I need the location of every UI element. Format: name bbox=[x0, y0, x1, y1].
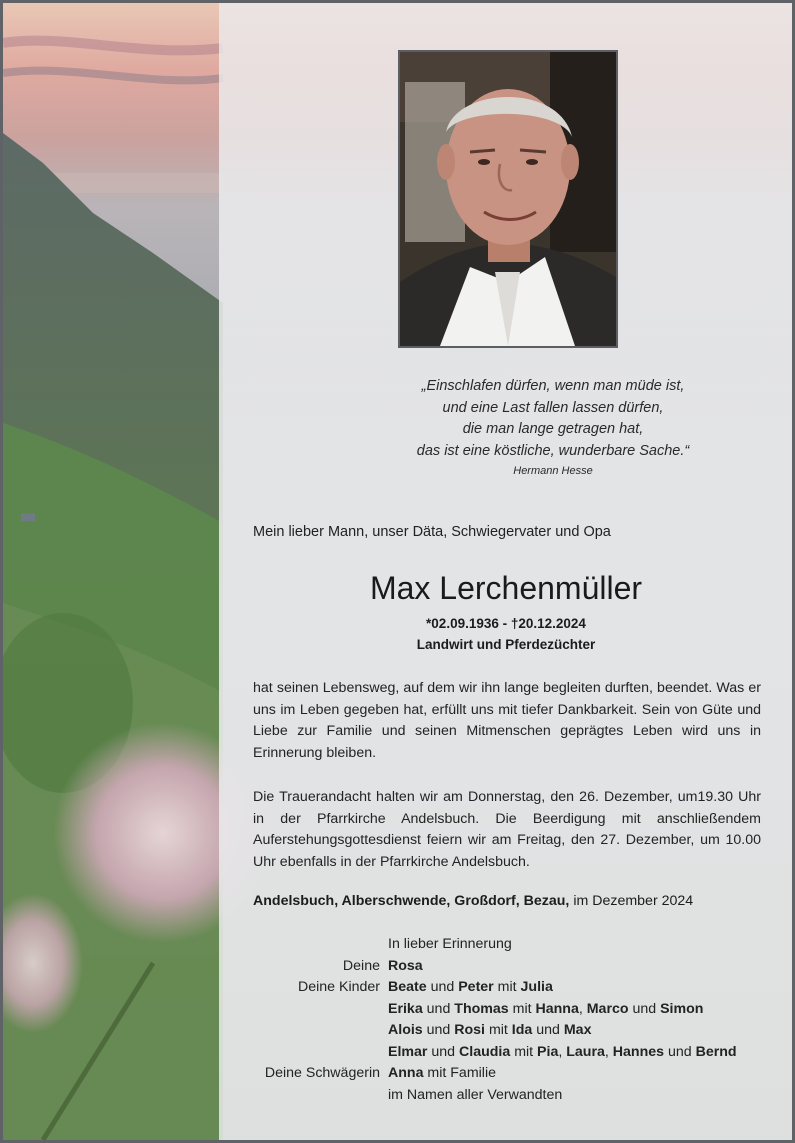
funeral-details-paragraph: Die Trauerandacht halten wir am Donnerstag, den 26. Dezember, um19.30 Uhr in der Pfarrkirche Andelsbuch. Die Beerdigung mit anschließendem Auferstehungsgottesdienst feiern wir am Freitag, den 27. Dezember, um 10.00 Uhr ebenfalls in der Pfarrkirche Andelsbuch. bbox=[253, 789, 761, 870]
survivor-name: Julia bbox=[520, 979, 553, 995]
survivor-name: Thomas bbox=[454, 1000, 509, 1017]
portrait-image bbox=[400, 52, 616, 346]
occupation: Landwirt und Pferdezüchter bbox=[416, 637, 596, 652]
places-date: im Dezember 2024 bbox=[569, 893, 694, 909]
survivor-names bbox=[388, 1063, 496, 1085]
life-paragraph: hat seinen Lebensweg, auf dem wir ihn lange begleiten durften, beendet. Was er uns im Leben gegeben hat, erfüllt uns mit tiefer Dankbarkeit. Sein von Güte und Liebe zur Familie und seinen Mitmenschen geprägtes Leben wird uns in Erinnerung bleiben. bbox=[253, 680, 761, 761]
survivor-relation-label bbox=[223, 1042, 388, 1064]
survivor-names bbox=[388, 977, 553, 999]
survivor-relation-label bbox=[223, 934, 388, 956]
survivor-connector: mit bbox=[508, 1000, 536, 1017]
survivor-connector: und bbox=[427, 1043, 459, 1060]
survivor-connector: und bbox=[422, 1022, 455, 1038]
survivor-name: Ida bbox=[511, 1022, 533, 1038]
survivor-row bbox=[223, 977, 783, 999]
survivor-name: Rosa bbox=[388, 957, 423, 974]
survivor-relation-label: Deine Kinder bbox=[297, 979, 380, 995]
survivor-row bbox=[223, 999, 783, 1021]
survivor-relation-label: Deine bbox=[342, 957, 380, 974]
survivor-names bbox=[388, 956, 423, 978]
survivor-names bbox=[388, 999, 703, 1021]
survivor-name: Hannes bbox=[612, 1043, 665, 1060]
survivor-connector: im Namen aller Verwandten bbox=[388, 1086, 563, 1103]
survivor-connector: und bbox=[532, 1022, 564, 1038]
survivor-connector: , bbox=[558, 1043, 567, 1060]
survivor-relation-label bbox=[223, 1020, 388, 1042]
survivor-name: Marco bbox=[586, 1000, 629, 1017]
survivor-names bbox=[388, 1020, 591, 1042]
survivor-row bbox=[223, 934, 783, 956]
survivor-connector: und bbox=[628, 1000, 661, 1017]
survivor-relation-label bbox=[223, 1085, 388, 1107]
survivor-connector: mit Familie bbox=[423, 1065, 496, 1081]
survivor-row bbox=[223, 956, 783, 978]
survivor-name: Rosi bbox=[454, 1022, 485, 1038]
survivor-name: Anna bbox=[388, 1065, 424, 1081]
survivor-name: Bernd bbox=[695, 1043, 737, 1060]
survivor-connector: mit bbox=[485, 1022, 512, 1038]
survivor-name: Erika bbox=[388, 1000, 423, 1017]
quote-line: das ist eine köstliche, wunderbare Sache.“ bbox=[416, 442, 690, 459]
quote-line: und eine Last fallen lassen dürfen, bbox=[442, 399, 664, 416]
survivor-names bbox=[388, 1085, 562, 1107]
quote-author: Hermann Hesse bbox=[513, 465, 593, 477]
survivor-name: Laura bbox=[566, 1043, 605, 1060]
survivor-name: Simon bbox=[660, 1000, 704, 1017]
places-and-date bbox=[253, 893, 693, 909]
survivor-row bbox=[223, 1063, 783, 1085]
survivor-relation-label bbox=[223, 999, 388, 1021]
survivor-connector: In lieber Erinnerung bbox=[388, 936, 512, 952]
survivor-relation-label: Deine Schwägerin bbox=[264, 1065, 380, 1081]
portrait-photo bbox=[398, 50, 618, 348]
survivor-connector: mit bbox=[510, 1043, 538, 1060]
survivor-name: Elmar bbox=[388, 1043, 428, 1060]
survivor-connector: und bbox=[664, 1043, 696, 1060]
survivors-list bbox=[223, 934, 783, 1106]
survivor-row bbox=[223, 1042, 783, 1064]
survivor-names bbox=[388, 1042, 737, 1064]
survivor-name: Hanna bbox=[535, 1000, 579, 1017]
life-dates: *02.09.1936 - †20.12.2024 bbox=[426, 616, 586, 631]
quote-line: „Einschlafen dürfen, wenn man müde ist, bbox=[421, 378, 685, 394]
survivor-connector: mit bbox=[493, 979, 521, 995]
survivor-row bbox=[223, 1020, 783, 1042]
survivor-connector: , bbox=[578, 1000, 587, 1017]
survivor-names bbox=[388, 934, 512, 956]
memorial-quote bbox=[303, 376, 795, 480]
survivor-connector: und bbox=[426, 979, 459, 995]
survivor-row bbox=[223, 1085, 783, 1107]
survivor-name: Beate bbox=[388, 979, 427, 995]
quote-line: die man lange getragen hat, bbox=[462, 421, 644, 437]
survivor-name: Peter bbox=[458, 979, 494, 995]
survivor-connector: und bbox=[422, 1000, 455, 1017]
deceased-name: Max Lerchenmüller bbox=[369, 570, 643, 606]
survivor-name: Max bbox=[563, 1022, 592, 1038]
survivor-name: Pia bbox=[537, 1043, 559, 1060]
intro-text: Mein lieber Mann, unser Däta, Schwiegervater und Opa bbox=[253, 524, 611, 540]
survivor-connector: , bbox=[604, 1043, 613, 1060]
survivor-name: Alois bbox=[388, 1022, 423, 1038]
survivor-name: Claudia bbox=[459, 1043, 511, 1060]
places-towns: Andelsbuch, Alberschwende, Großdorf, Bezau, bbox=[253, 893, 570, 909]
